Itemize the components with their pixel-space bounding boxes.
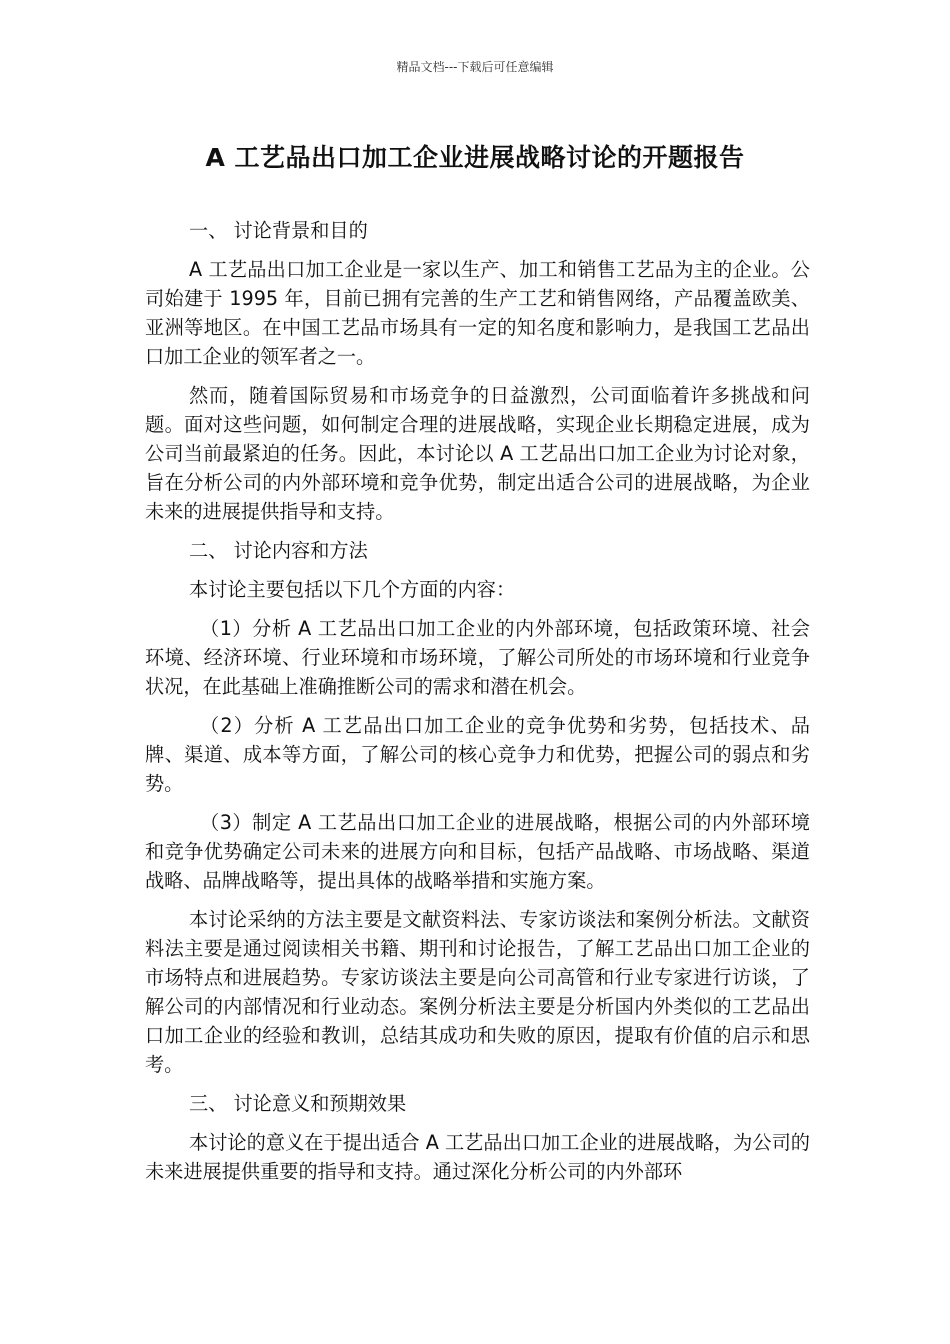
paragraph: 然而，随着国际贸易和市场竞争的日益激烈，公司面临着许多挑战和问题。面对这些问题，如何制定合理的进展战略，实现企业长期稳定进展，成为公司当前最紧迫的任务。因此，本讨论以 A 工艺品出口加工企业为讨论对象，旨在分析公司的内外部环境和竞争优势，制定出适合公司的进展战略，为企业未来的进展提供指导和支持。 [145, 384, 810, 523]
paragraph: 本讨论的意义在于提出适合 A 工艺品出口加工企业的进展战略，为公司的未来进展提供重要的指导和支持。通过深化分析公司的内外部环 [145, 1131, 810, 1183]
list-item: （1）分析 A 工艺品出口加工企业的内外部环境，包括政策环境、社会环境、经济环境、行业环境和市场环境，了解公司所处的市场环境和行业竞争状况，在此基础上准确推断公司的需求和潜在机会。 [145, 617, 810, 698]
page-header: 精品文档---下载后可任意编辑 [396, 60, 554, 74]
paragraph: 本讨论采纳的方法主要是文献资料法、专家访谈法和案例分析法。文献资料法主要是通过阅读相关书籍、期刊和讨论报告，了解工艺品出口加工企业的市场特点和进展趋势。专家访谈法主要是向公司高管和行业专家进行访谈，了解公司的内部情况和行业动态。案例分析法主要是分析国内外类似的工艺品出口加工企业的经验和教训，总结其成功和失败的原因，提取有价值的启示和思考。 [145, 908, 810, 1076]
paragraph: A 工艺品出口加工企业是一家以生产、加工和销售工艺品为主的企业。公司始建于 1995 年，目前已拥有完善的生产工艺和销售网络，产品覆盖欧美、亚洲等地区。在中国工艺品市场具有一定的知名度和影响力，是我国工艺品出口加工企业的领军者之一。 [145, 258, 810, 368]
section-heading-3: 三、 讨论意义和预期效果 [189, 1092, 407, 1115]
section-heading-2: 二、 讨论内容和方法 [189, 539, 368, 562]
list-item: （3）制定 A 工艺品出口加工企业的进展战略，根据公司的内外部环境和竞争优势确定公司未来的进展方向和目标，包括产品战略、市场战略、渠道战略、品牌战略等，提出具体的战略举措和实施方案。 [145, 811, 810, 892]
section-heading-1: 一、 讨论背景和目的 [189, 219, 368, 242]
list-item: （2）分析 A 工艺品出口加工企业的竞争优势和劣势，包括技术、品牌、渠道、成本等方面，了解公司的核心竞争力和优势，把握公司的弱点和劣势。 [145, 714, 810, 795]
document-title: A 工艺品出口加工企业进展战略讨论的开题报告 [205, 143, 745, 172]
document-body [145, 216, 810, 1196]
paragraph: 本讨论主要包括以下几个方面的内容： [189, 578, 516, 601]
